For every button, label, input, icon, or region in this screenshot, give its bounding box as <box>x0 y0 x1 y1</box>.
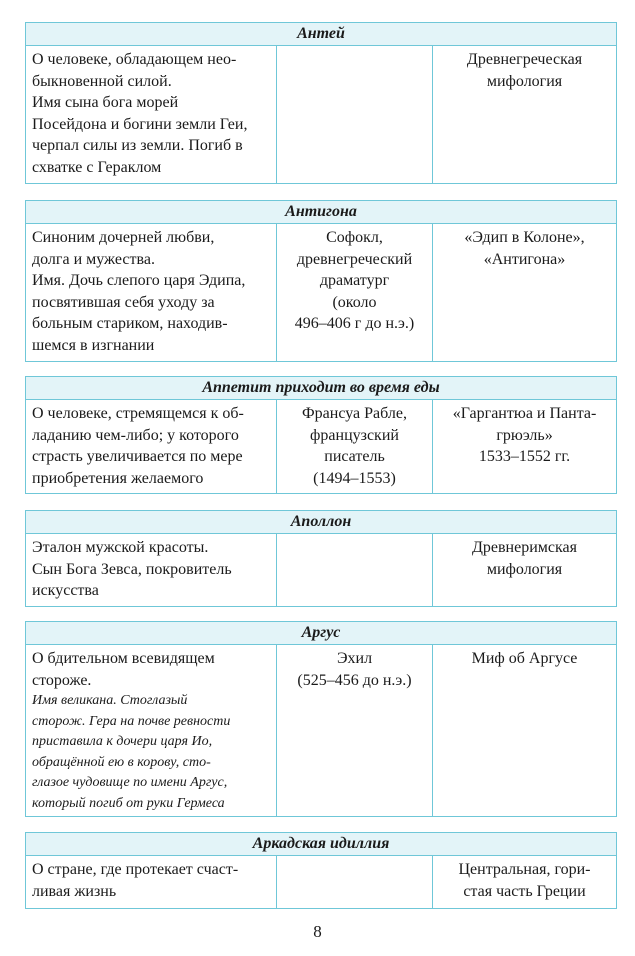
entry-source <box>432 400 616 494</box>
entry-antey <box>25 22 617 184</box>
meaning-line: черпал силы из земли. Погиб в <box>32 137 243 155</box>
source-line: Древнегреческая <box>466 51 583 68</box>
note-line: который погиб от руки Гермеса <box>32 795 225 811</box>
author-line: Франсуа Рабле, <box>302 405 407 422</box>
entry-meaning <box>26 856 276 909</box>
entry-author <box>276 856 432 909</box>
author-line: французский <box>310 426 399 444</box>
entry-antigona <box>25 200 617 362</box>
source-line: мифология <box>486 72 563 90</box>
note-line: сторож. Гера на почве ревности <box>32 713 231 729</box>
meaning-line: ладанию чем-либо; у которого <box>32 426 239 444</box>
meaning-line: больным стариком, находив- <box>32 315 228 333</box>
meaning-line: Имя. Дочь слепого царя Эдипа, <box>32 272 246 290</box>
entry-meaning <box>26 645 276 817</box>
source-line: грюэль» <box>496 426 553 444</box>
entry-title: Аркадская идиллия <box>26 833 616 856</box>
author-line: 496–406 г до н.э.) <box>294 315 415 333</box>
entry-title: Аппетит приходит во время еды <box>26 377 616 400</box>
meaning-line: быкновенной силой. <box>32 72 172 90</box>
author-line: драматург <box>319 272 390 290</box>
entry-author <box>276 400 432 494</box>
entry-title: Аполлон <box>26 511 616 534</box>
page-number: 8 <box>313 922 322 941</box>
meaning-line: страсть увеличивается по мере <box>32 448 243 466</box>
author-line: (около <box>332 293 377 311</box>
meaning-line: О человеке, стремящемся к об- <box>32 405 244 422</box>
entry-source <box>432 645 616 817</box>
entry-meaning <box>26 400 276 494</box>
meaning-line: посвятившая себя уходу за <box>32 293 215 311</box>
meaning-line: Эталон мужской красоты. <box>32 539 209 556</box>
meaning-line: О бдительном всевидящем <box>32 650 215 667</box>
source-line: «Антигона» <box>483 250 566 268</box>
entry-title: Антей <box>26 23 616 46</box>
meaning-line: Сын Бога Зевса, покровитель <box>32 560 232 578</box>
author-line: древнегреческий <box>296 250 413 268</box>
source-line: Древнеримская <box>471 539 577 556</box>
source-line: 1533–1552 гг. <box>478 448 571 466</box>
source-line: «Гаргантюа и Панта- <box>452 405 597 422</box>
meaning-line: ливая жизнь <box>32 882 117 900</box>
source-line: Миф об Аргусе <box>471 650 578 667</box>
entry-source <box>432 534 616 607</box>
meaning-line: схватке с Гераклом <box>32 158 162 176</box>
entry-author <box>276 224 432 362</box>
source-line: стая часть Греции <box>463 882 586 900</box>
meaning-line: шемся в изгнании <box>32 336 155 354</box>
entry-meaning <box>26 534 276 607</box>
author-line: (1494–1553) <box>313 469 396 487</box>
meaning-line: приобретения желаемого <box>32 469 204 487</box>
author-line: Софокл, <box>326 229 383 246</box>
note-line: обращённой ею в корову, сто- <box>32 754 211 770</box>
entry-meaning <box>26 46 276 184</box>
entry-source <box>432 856 616 909</box>
entry-source <box>432 46 616 184</box>
meaning-line: О стране, где протекает счаст- <box>32 861 239 878</box>
note-line: Имя великана. Стоглазый <box>32 693 188 709</box>
meaning-line: Посейдона и богини земли Геи, <box>32 115 248 133</box>
note-line: приставила к дочери царя Ио, <box>32 734 213 750</box>
author-line: Эхил <box>336 650 373 667</box>
meaning-line: долга и мужества. <box>32 250 155 268</box>
author-line: (525–456 до н.э.) <box>297 671 412 689</box>
meaning-line: стороже. <box>32 671 92 689</box>
entry-argus <box>25 621 617 817</box>
meaning-line: Синоним дочерней любви, <box>32 229 215 246</box>
entry-author <box>276 46 432 184</box>
author-line: писатель <box>324 448 385 466</box>
meaning-line: искусства <box>32 582 99 600</box>
source-line: мифология <box>486 560 563 578</box>
entry-appetit <box>25 376 617 494</box>
source-line: Центральная, гори- <box>458 861 591 878</box>
entry-author <box>276 534 432 607</box>
entry-arkadskaya-idilliya <box>25 832 617 909</box>
entry-meaning <box>26 224 276 362</box>
meaning-line: О человеке, обладающем нео- <box>32 51 237 68</box>
entry-apollon <box>25 510 617 607</box>
entry-author <box>276 645 432 817</box>
meaning-line: Имя сына бога морей <box>32 94 179 112</box>
entry-title: Антигона <box>26 201 616 224</box>
entry-source <box>432 224 616 362</box>
note-line: глазое чудовище по имени Аргус, <box>32 775 228 791</box>
source-line: «Эдип в Колоне», <box>464 229 585 246</box>
entry-title: Аргус <box>26 622 616 645</box>
